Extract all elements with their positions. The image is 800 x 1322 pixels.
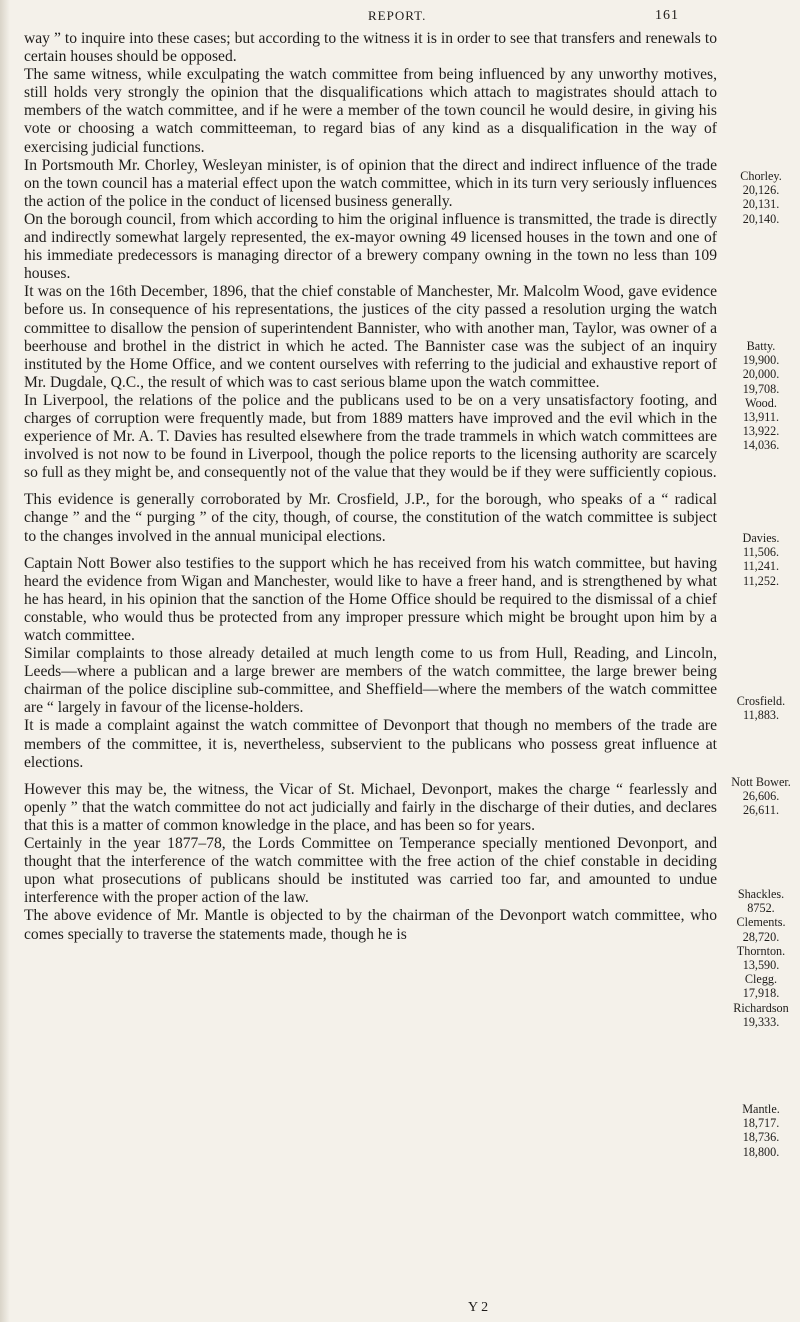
- margin-note-line: 28,720.: [742, 929, 780, 944]
- paragraph-gap: [24, 482, 717, 491]
- paragraph: In Portsmouth Mr. Chorley, Wesleyan minister, is of opinion that the direct and indirect influence of the trade on the town council has a material effect upon the watch committee, which in its turn very seriously influences the action of the police in the conduct of licensed business generally.: [24, 156, 717, 210]
- margin-note-line: 13,922.: [742, 424, 780, 439]
- paragraph: Similar complaints to those already detailed at much length come to us from Hull, Reading, and Lincoln, Leeds—where a publican and a large brewer are members of the watch committee, the large brewer being chairman of the police discipline sub-committee, and Sheffield—where the members of the watch committee are “ largely in favour of the license-holders.: [24, 645, 717, 717]
- margin-note-line: 18,736.: [742, 1130, 780, 1145]
- margin-note-line: Clegg.: [744, 972, 778, 987]
- margin-note-line: 20,131.: [742, 197, 780, 212]
- margin-note-line: Chorley.: [740, 169, 782, 183]
- margin-note-line: 26,611.: [742, 803, 780, 818]
- margin-note-line: Shackles.: [737, 887, 785, 901]
- margin-note-line: Clements.: [736, 915, 786, 930]
- margin-note-line: 13,590.: [742, 958, 780, 973]
- margin-note-line: 20,000.: [742, 367, 780, 382]
- margin-note-line: 13,911.: [742, 410, 780, 425]
- margin-note-line: Nott Bower.: [731, 775, 791, 789]
- margin-note-nott-bower: [724, 775, 798, 818]
- margin-note-line: Batty.: [746, 339, 776, 353]
- margin-note-line: 11,506.: [742, 545, 780, 560]
- margin-note-line: 11,252.: [742, 573, 780, 588]
- paragraph: On the borough council, from which according to him the original influence is transmitted, the trade is directly and indirectly somewhat largely represented, the ex-mayor owning 49 licensed houses in the town and one of his immediate predecessors is managing director of a brewery company owning in the town no less than 109 houses.: [24, 210, 717, 283]
- margin-note-line: 20,140.: [742, 211, 780, 226]
- paragraph-gap: [24, 772, 717, 781]
- margin-note-line: Crosfield.: [736, 694, 786, 708]
- main-text-column: [24, 30, 717, 944]
- margin-note-line: 20,126.: [742, 183, 780, 198]
- margin-note-line: Wood.: [745, 395, 777, 410]
- margin-note-crosfield: [724, 694, 798, 722]
- margin-note-line: 8752.: [747, 901, 775, 916]
- running-head: [0, 8, 800, 28]
- margin-note-line: 11,241.: [742, 559, 780, 574]
- paragraph: way ” to inquire into these cases; but according to the witness it is in order to see that transfers and renewals to certain houses should be opposed.: [24, 30, 717, 66]
- margin-note-line: 26,606.: [742, 789, 780, 804]
- paragraph: The above evidence of Mr. Mantle is objected to by the chairman of the Devonport watch committee, who comes specially to traverse the statements made, though he is: [24, 907, 717, 943]
- margin-note-line: 19,708.: [742, 381, 780, 396]
- margin-note-line: Thornton.: [736, 943, 786, 958]
- paragraph: However this may be, the witness, the Vicar of St. Michael, Devonport, makes the charge “ fearlessly and openly ” that the watch committee do not act judicially and fairly in the discharge of their duties, and declares that this is a matter of common knowledge in the place, and has been so for years.: [24, 780, 717, 834]
- margin-note-mantle: [724, 1102, 798, 1159]
- margin-note-line: 17,918.: [742, 986, 780, 1001]
- margin-note-line: 19,900.: [742, 353, 780, 368]
- paragraph: It is made a complaint against the watch committee of Devonport that though no members of the trade are members of the committee, it is, nevertheless, subservient to the publicans who possess great influence at elections.: [24, 717, 717, 771]
- page-binding-shadow: [0, 0, 10, 1322]
- paragraph: Captain Nott Bower also testifies to the support which he has received from his watch committee, but having heard the evidence from Wigan and Manchester, would like to have a freer hand, and is strengthened by what he has heard, in his opinion that the sanction of the Home Office should be required to the dismissal of a chief constable, who would thus be protected from any improper pressure which might be brought upon him by a watch committee.: [24, 554, 717, 644]
- paragraph: In Liverpool, the relations of the police and the publicans used to be on a very unsatisfactory footing, and charges of corruption were frequently made, but from 1889 matters have improved and the evil which in the experience of Mr. A. T. Davies has resulted elsewhere from the trade trammels in which watch committees are involved is not now to be found in Liverpool, though the police reports to the licensing authority are scarcely so full as they might be, and consequently not of the value that they would be if they were sufficiently copious.: [24, 391, 717, 482]
- margin-note-line: 18,717.: [742, 1116, 780, 1131]
- margin-note-line: 19,333.: [742, 1014, 780, 1029]
- paragraph: This evidence is generally corroborated by Mr. Crosfield, J.P., for the borough, who speaks of a “ radical change ” and the “ purging ” of the city, though, of course, the constitution of the watch committee is subject to the changes involved in the annual municipal elections.: [24, 491, 717, 545]
- margin-note-batty: [724, 339, 798, 453]
- signature-mark: Y 2: [468, 1300, 489, 1315]
- paragraph-gap: [24, 546, 717, 555]
- paragraph: Certainly in the year 1877–78, the Lords Committee on Temperance specially mentioned Devonport, and thought that the interference of the watch committee with the free action of the chief constable in deciding upon what prosecutions of publicans should be instituted was carried too far, and amounted to undue interference with the proper action of the law.: [24, 835, 717, 907]
- paragraph: It was on the 16th December, 1896, that the chief constable of Manchester, Mr. Malcolm Wood, gave evidence before us. In consequence of his representations, the justices of the city passed a resolution urging the watch committee to disallow the pension of superintendent Bannister, who with another man, Taylor, was owner of a beerhouse and brothel in the district in which he acted. The Bannister case was the subject of an inquiry instituted by the Home Office, and we content ourselves with referring to the judicial and exhaustive report of Mr. Dugdale, Q.C., the result of which was to cast serious blame upon the watch committee.: [24, 283, 717, 391]
- margin-note-shackles: [724, 887, 798, 1029]
- margin-note-line: Davies.: [742, 531, 780, 545]
- margin-note-line: Richardson: [733, 1000, 789, 1015]
- margin-note-line: 11,883.: [742, 708, 780, 723]
- margin-note-davies: [724, 531, 798, 588]
- running-head-title: REPORT.: [368, 8, 427, 23]
- margin-note-line: 18,800.: [742, 1144, 780, 1159]
- page-number: 161: [655, 8, 679, 23]
- margin-note-line: Mantle.: [742, 1102, 780, 1116]
- margin-note-chorley: [724, 169, 798, 226]
- margin-note-line: 14,036.: [742, 438, 780, 453]
- paragraph: The same witness, while exculpating the watch committee from being influenced by any unworthy motives, still holds very strongly the opinion that the disqualifications which attach to magistrates should attach to members of the watch committee, and if he were a member of the town council he would desire, in giving his vote or choosing a watch committeeman, to regard bias of any kind as a disqualification in the way of exercising judicial functions.: [24, 66, 717, 156]
